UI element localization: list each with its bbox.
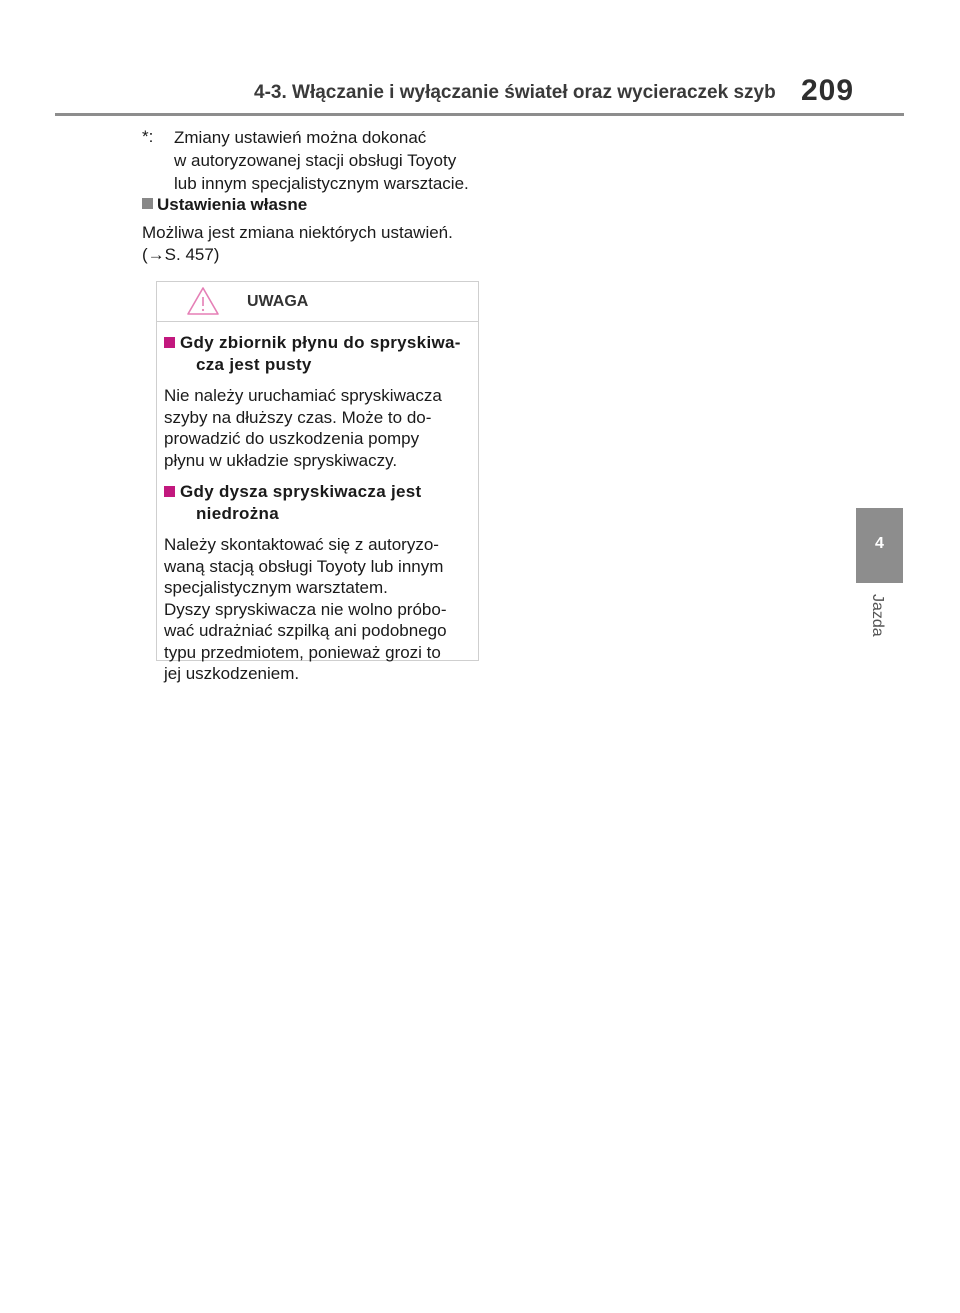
magenta-square-bullet-icon [164, 486, 175, 497]
warning-item-body [164, 534, 476, 685]
section-body-line: Możliwa jest zmiana niektórych ustawień. [142, 223, 453, 242]
warning-heading-line: Gdy zbiornik płynu do spryskiwa- [180, 333, 461, 352]
warning-item-heading [164, 332, 476, 375]
warning-body-line: typu przedmiotem, ponieważ grozi to [164, 642, 441, 662]
footnote-line: lub innym specjalistycznym warsztacie. [174, 174, 469, 193]
warning-heading-line: niedrożna [196, 503, 279, 523]
warning-body-line: specjalistycznym warsztatem. [164, 578, 388, 597]
warning-item-heading [164, 481, 476, 524]
chapter-tab-label-text: Jazda [869, 594, 886, 637]
warning-box [156, 281, 479, 683]
warning-body-line: Należy skontaktować się z autoryzo- [164, 535, 439, 554]
warning-label: UWAGA [247, 293, 309, 310]
page-number: 209 [801, 74, 855, 107]
footnote-mark: *: [142, 127, 154, 146]
warning-body-line: wać udrażniać szpilką ani podobnego [164, 621, 447, 640]
warning-body-line: szyby na dłuższy czas. Może to do- [164, 407, 432, 427]
footnote-line: w autoryzowanej stacji obsługi Toyoty [174, 151, 457, 170]
warning-item-body [164, 385, 476, 471]
section-body [142, 222, 487, 266]
chapter-title: 4-3. Włączanie i wyłączanie świateł oraz wycieraczek szyb [254, 82, 776, 103]
warning-body-line: waną stacją obsługi Toyoty lub innym [164, 556, 444, 576]
warning-body-line: prowadzić do uszkodzenia pompy [164, 429, 420, 448]
footnote [142, 126, 484, 195]
warning-body-line: jej uszkodzeniem. [164, 664, 300, 683]
warning-body-line: Dyszy spryskiwacza nie wolno próbo- [164, 599, 447, 619]
page-reference-link[interactable]: (→S. 457) [142, 245, 220, 264]
warning-heading-line: cza jest pusty [196, 354, 312, 374]
gray-square-bullet-icon [142, 198, 153, 209]
chapter-tab-number: 4 [875, 535, 884, 552]
magenta-square-bullet-icon [164, 337, 175, 348]
section-heading [142, 195, 307, 215]
warning-body-line: płynu w układzie spryskiwaczy. [164, 450, 398, 470]
header-divider [55, 113, 904, 116]
warning-content [164, 332, 476, 685]
warning-header [157, 282, 478, 322]
warning-heading-line: Gdy dysza spryskiwacza jest [180, 482, 422, 501]
chapter-tab-label [866, 594, 888, 654]
section-heading-text: Ustawienia własne [157, 195, 308, 214]
warning-triangle-icon [186, 286, 220, 316]
chapter-tab[interactable] [856, 508, 903, 583]
warning-body-line: Nie należy uruchamiać spryskiwacza [164, 386, 442, 405]
footnote-line: Zmiany ustawień można dokonać [174, 128, 427, 147]
